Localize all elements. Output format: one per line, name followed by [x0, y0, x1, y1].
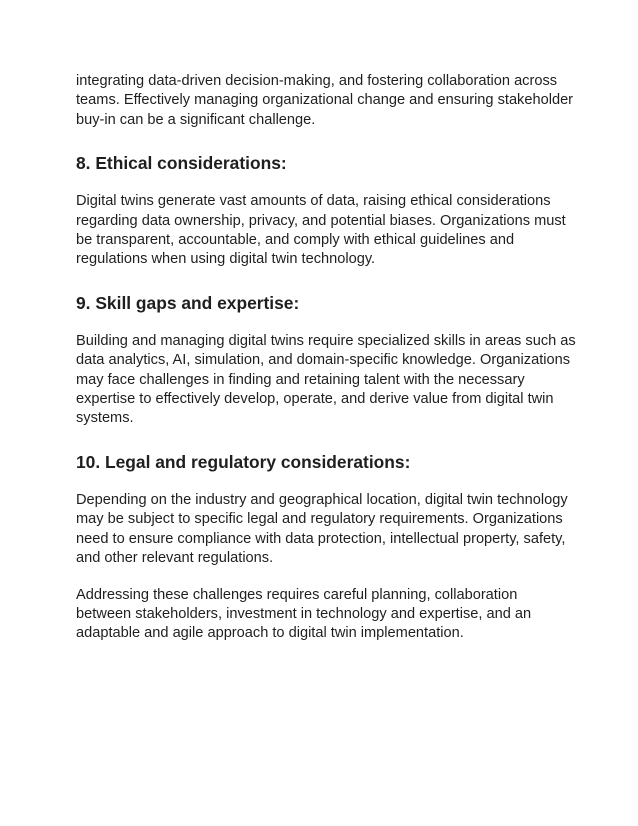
document-page: [76, 72, 576, 644]
section-heading-legal-regulatory: 10. Legal and regulatory considerations:: [76, 451, 411, 472]
section-body-ethical-considerations: Digital twins generate vast amounts of data, raising ethical considerations regarding data ownership, privacy, and potential biases. Organizations must be transparent, accountable, and comply with ethical guidelines and regulations when using digital twin technology.: [76, 193, 566, 268]
intro-continuation-paragraph: integrating data-driven decision-making, and fostering collaboration across teams. Effectively managing organizational change and ensuring stakeholder buy-in can be a significant challenge.: [76, 73, 574, 128]
closing-paragraph: Addressing these challenges requires careful planning, collaboration between stakeholders, investment in technology and expertise, and an adaptable and agile approach to digital twin implementation.: [76, 586, 532, 642]
section-body-legal-regulatory: Depending on the industry and geographical location, digital twin technology may be subject to specific legal and regulatory requirements. Organizations need to ensure compliance with data protection, intellectual property, safety, and other relevant regulations.: [76, 491, 568, 567]
section-heading-skill-gaps: 9. Skill gaps and expertise:: [76, 292, 300, 313]
section-body-skill-gaps: Building and managing digital twins require specialized skills in areas such as data analytics, AI, simulation, and domain-specific knowledge. Organizations may face challenges in finding and retaining talent with the necessary expertise to effectively develop, operate, and derive value from digital twin systems.: [76, 332, 576, 427]
section-heading-ethical-considerations: 8. Ethical considerations:: [76, 153, 287, 174]
